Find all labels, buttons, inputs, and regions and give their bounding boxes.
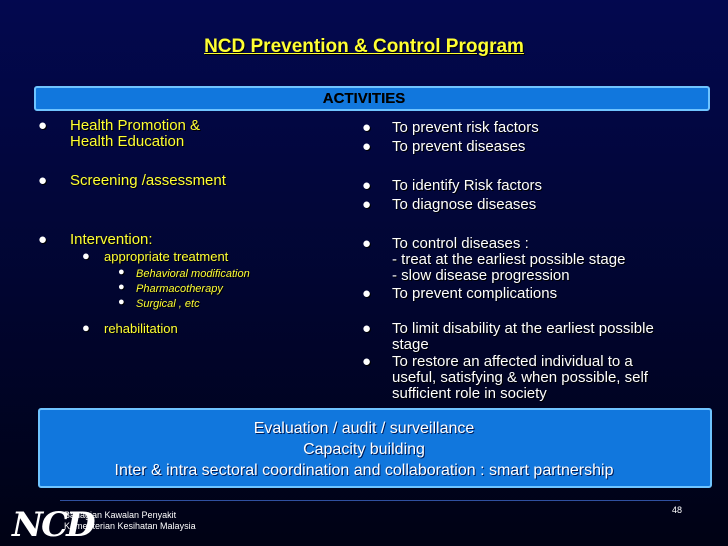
item-intervention: Intervention: <box>70 231 153 248</box>
goal-limit-disability-line2: stage <box>392 336 429 353</box>
bullet-icon: ● <box>362 138 372 155</box>
bullet-icon: ● <box>362 235 372 252</box>
org-name-line2: Kementerian Kesihatan Malaysia <box>64 521 196 531</box>
bullet-icon: ● <box>82 248 90 263</box>
bullet-icon: ● <box>118 281 125 293</box>
goal-prevent-complications: To prevent complications <box>392 285 558 302</box>
org-name-line1: Bahagian Kawalan Penyakit <box>64 510 177 520</box>
footer-partnership: Inter & intra sectoral coordination and collaboration : smart partnership <box>114 462 614 479</box>
bullet-icon: ● <box>362 119 372 136</box>
goal-control-diseases-line1: To control diseases : <box>392 235 529 252</box>
item-health-promotion-line2: Health Education <box>70 133 185 150</box>
item-rehabilitation: rehabilitation <box>104 321 178 336</box>
ncd-logo: NCD <box>12 505 94 545</box>
footer-capacity-building: Capacity building <box>303 441 425 458</box>
bullet-icon: ● <box>118 296 125 308</box>
item-pharmacotherapy: Pharmacotherapy <box>136 283 223 295</box>
bullet-icon: ● <box>38 117 48 134</box>
goal-prevent-diseases: To prevent diseases <box>392 138 526 155</box>
footer-divider <box>60 500 680 501</box>
goal-identify-risk-factors: To identify Risk factors <box>392 177 543 194</box>
item-health-promotion <box>70 118 200 150</box>
bullet-icon: ● <box>38 231 48 248</box>
item-appropriate-treatment: appropriate treatment <box>104 249 229 264</box>
item-surgical: Surgical , etc <box>136 298 200 310</box>
goal-diagnose-diseases: To diagnose diseases <box>392 196 537 213</box>
goal-restore-line2: useful, satisfying & when possible, self <box>392 369 648 386</box>
bullet-icon: ● <box>362 320 372 337</box>
activities-label: ACTIVITIES <box>322 90 406 107</box>
goal-prevent-risk-factors: To prevent risk factors <box>392 119 539 136</box>
goal-control-diseases-line3: - slow disease progression <box>392 267 570 284</box>
page-number: 48 <box>672 505 683 515</box>
goal-control-diseases-line2: - treat at the earliest possible stage <box>392 251 626 268</box>
goal-limit-disability-line1: To limit disability at the earliest possible <box>392 320 654 337</box>
slide-title: NCD Prevention & Control Program <box>204 36 524 57</box>
bullet-icon: ● <box>362 177 372 194</box>
goal-control-diseases <box>392 236 625 284</box>
bullet-icon: ● <box>362 285 372 302</box>
goal-restore-line1: To restore an affected individual to a <box>392 353 633 370</box>
bullet-icon: ● <box>362 196 372 213</box>
bullet-icon: ● <box>38 172 48 189</box>
bullet-icon: ● <box>118 266 125 278</box>
goal-limit-disability <box>392 321 654 353</box>
footer-evaluation: Evaluation / audit / surveillance <box>253 420 475 437</box>
item-health-promotion-line1: Health Promotion & <box>70 117 201 134</box>
item-behavioral-modification: Behavioral modification <box>136 268 250 280</box>
goal-restore-line3: sufficient role in society <box>392 385 547 402</box>
item-screening: Screening /assessment <box>70 172 226 189</box>
bullet-icon: ● <box>82 320 90 335</box>
bullet-icon: ● <box>362 353 372 370</box>
goal-restore-individual <box>392 354 648 402</box>
